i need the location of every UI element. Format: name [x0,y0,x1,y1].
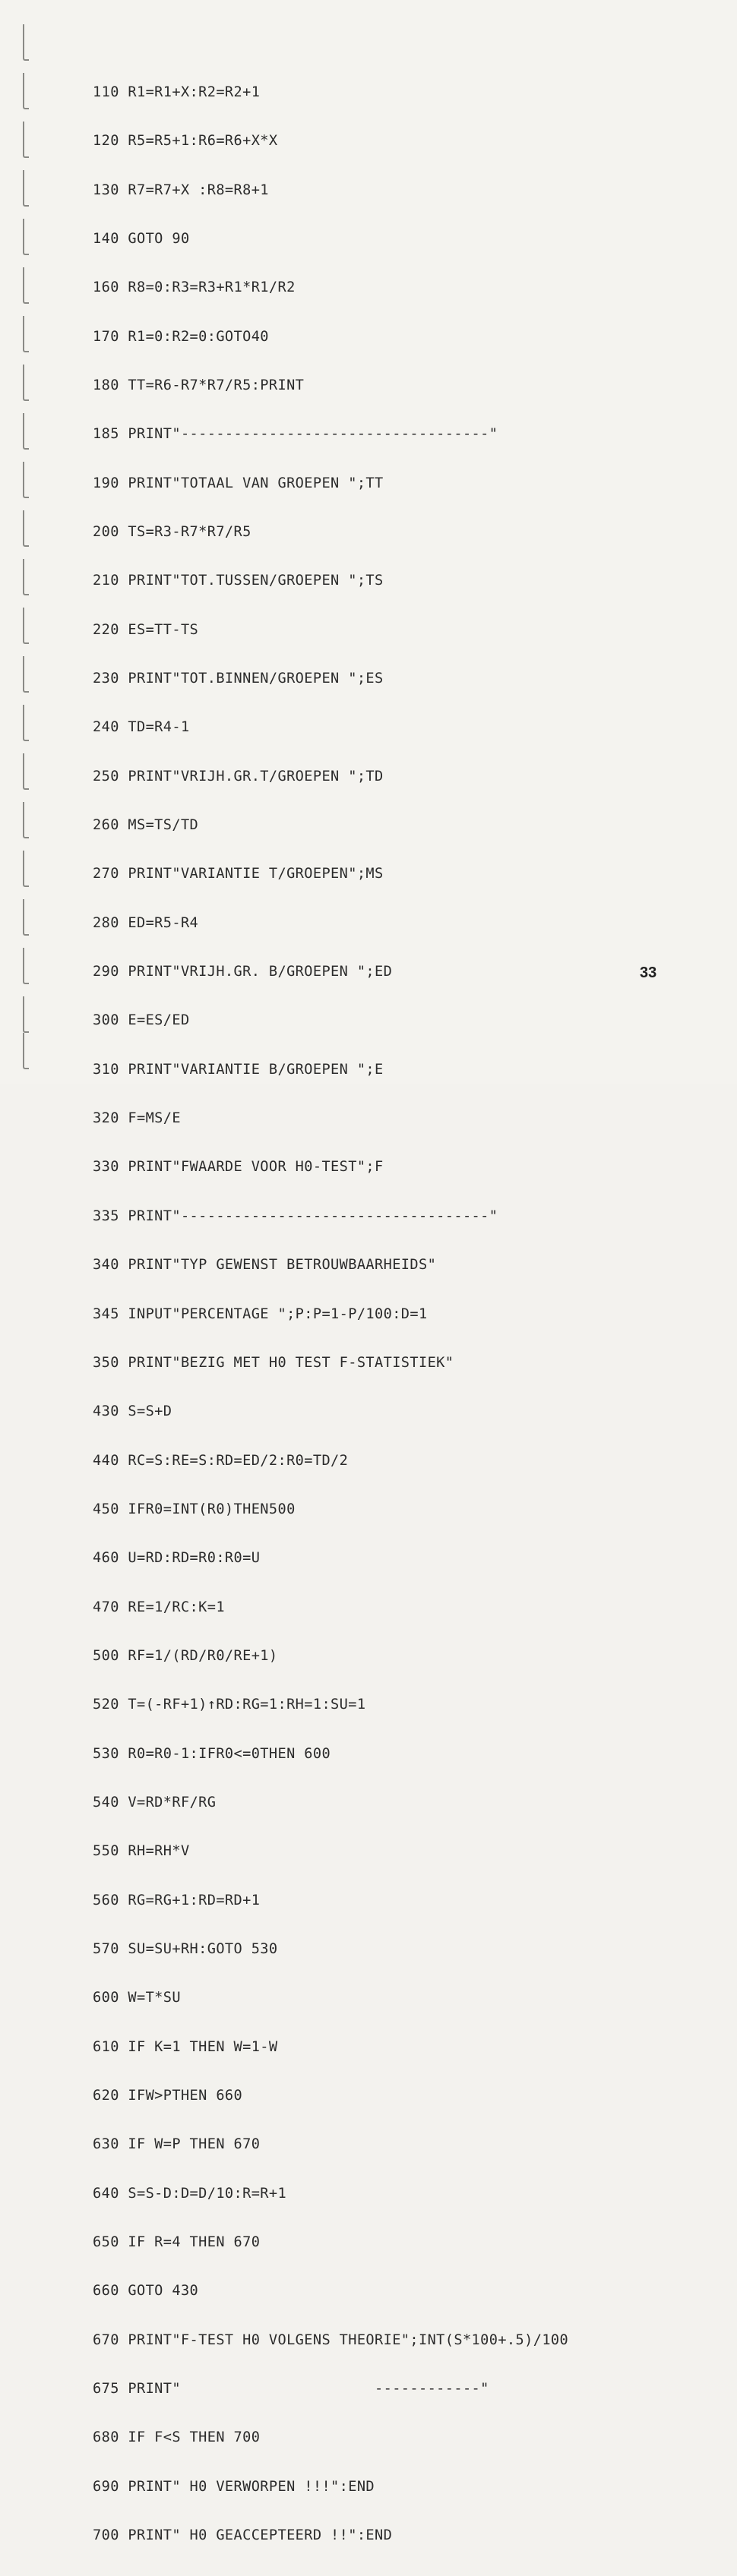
spiral-binding [17,11,32,1074]
code-line: 350 PRINT"BEZIG MET H0 TEST F-STATISTIEK" [93,1354,454,1371]
code-line: 330 PRINT"FWAARDE VOOR H0-TEST";F [93,1159,384,1176]
code-line: 675 PRINT" ------------" [93,2381,489,2398]
code-line: 240 TD=R4-1 [93,719,190,736]
binding-ring [23,656,29,693]
code-line: 650 IF R=4 THEN 670 [93,2234,261,2251]
code-line: 110 R1=R1+X:R2=R2+1 [93,84,261,100]
code-line: 430 S=S+D [93,1403,172,1420]
code-line: 520 T=(-RF+1)↑RD:RG=1:RH=1:SU=1 [93,1697,366,1713]
code-line: 640 S=S-D:D=D/10:R=R+1 [93,2185,287,2202]
binding-ring [23,462,29,498]
code-line: 160 R8=0:R3=R3+R1*R1/R2 [93,279,296,296]
binding-ring [23,170,29,207]
code-line: 440 RC=S:RE=S:RD=ED/2:R0=TD/2 [93,1452,349,1469]
page-number: 33 [640,964,657,981]
code-line: 660 GOTO 430 [93,2283,199,2300]
code-line: 280 ED=R5-R4 [93,914,199,931]
code-line: 450 IFR0=INT(R0)THEN500 [93,1501,296,1517]
binding-ring [23,802,29,838]
code-line: 300 E=ES/ED [93,1012,190,1029]
code-line: 130 R7=R7+X :R8=R8+1 [93,182,269,198]
code-line: 540 V=RD*RF/RG [93,1794,217,1810]
code-line: 290 PRINT"VRIJH.GR. B/GROEPEN ";ED [93,964,393,980]
code-line: 610 IF K=1 THEN W=1-W [93,2038,278,2055]
binding-ring [23,899,29,936]
code-line: 270 PRINT"VARIANTIE T/GROEPEN";MS [93,866,384,882]
code-line: 140 GOTO 90 [93,230,190,247]
binding-ring [23,753,29,790]
binding-ring [23,365,29,401]
code-line: 120 R5=R5+1:R6=R6+X*X [93,133,278,150]
binding-ring [23,219,29,255]
code-line: 340 PRINT"TYP GEWENST BETROUWBAARHEIDS" [93,1257,437,1274]
code-line: 190 PRINT"TOTAAL VAN GROEPEN ";TT [93,475,384,491]
code-line: 250 PRINT"VRIJH.GR.T/GROEPEN ";TD [93,768,384,784]
binding-ring [23,705,29,741]
code-line: 345 INPUT"PERCENTAGE ";P:P=1-P/100:D=1 [93,1305,428,1322]
binding-ring [23,267,29,304]
code-line: 550 RH=RH*V [93,1843,190,1860]
code-line: 185 PRINT"-----------------------------------" [93,426,498,443]
binding-ring [23,851,29,887]
binding-ring [23,316,29,352]
code-line: 560 RG=RG+1:RD=RD+1 [93,1892,261,1908]
binding-ring [23,73,29,109]
code-line: 680 IF F<S THEN 700 [93,2429,261,2446]
binding-ring [23,122,29,158]
binding-ring [23,24,29,61]
code-line: 320 F=MS/E [93,1110,181,1127]
binding-ring [23,996,29,1033]
code-line: 260 MS=TS/TD [93,817,199,834]
code-line: 500 RF=1/(RD/R0/RE+1) [93,1647,278,1664]
code-line: 620 IFW>PTHEN 660 [93,2088,243,2104]
code-line: 570 SU=SU+RH:GOTO 530 [93,1940,278,1957]
code-line: 230 PRINT"TOT.BINNEN/GROEPEN ";ES [93,671,384,687]
code-line: 180 TT=R6-R7*R7/R5:PRINT [93,377,305,393]
code-line: 170 R1=0:R2=0:GOTO40 [93,328,269,345]
code-line: 670 PRINT"F-TEST H0 VOLGENS THEORIE";INT(S*100+.5)/100 [93,2331,569,2348]
code-line: 700 PRINT" H0 GEACCEPTEERD !!":END [93,2527,393,2544]
code-line: 460 U=RD:RD=R0:R0=U [93,1550,261,1567]
code-line: 630 IF W=P THEN 670 [93,2136,261,2153]
code-line: 220 ES=TT-TS [93,621,199,638]
code-line: 335 PRINT"-----------------------------------" [93,1208,498,1224]
code-line: 210 PRINT"TOT.TUSSEN/GROEPEN ";TS [93,573,384,589]
code-line: 310 PRINT"VARIANTIE B/GROEPEN ";E [93,1061,384,1078]
code-line: 530 R0=R0-1:IFR0<=0THEN 600 [93,1745,331,1762]
code-line: 690 PRINT" H0 VERWORPEN !!!":END [93,2478,375,2495]
binding-ring [23,1033,29,1069]
code-line: 200 TS=R3-R7*R7/R5 [93,524,251,540]
basic-program-listing [93,52,568,2576]
binding-ring [23,559,29,595]
code-line: 470 RE=1/RC:K=1 [93,1599,225,1615]
code-line: 600 W=T*SU [93,1990,181,2006]
binding-ring [23,948,29,984]
binding-ring [23,413,29,450]
binding-ring [23,608,29,644]
binding-ring [23,510,29,547]
